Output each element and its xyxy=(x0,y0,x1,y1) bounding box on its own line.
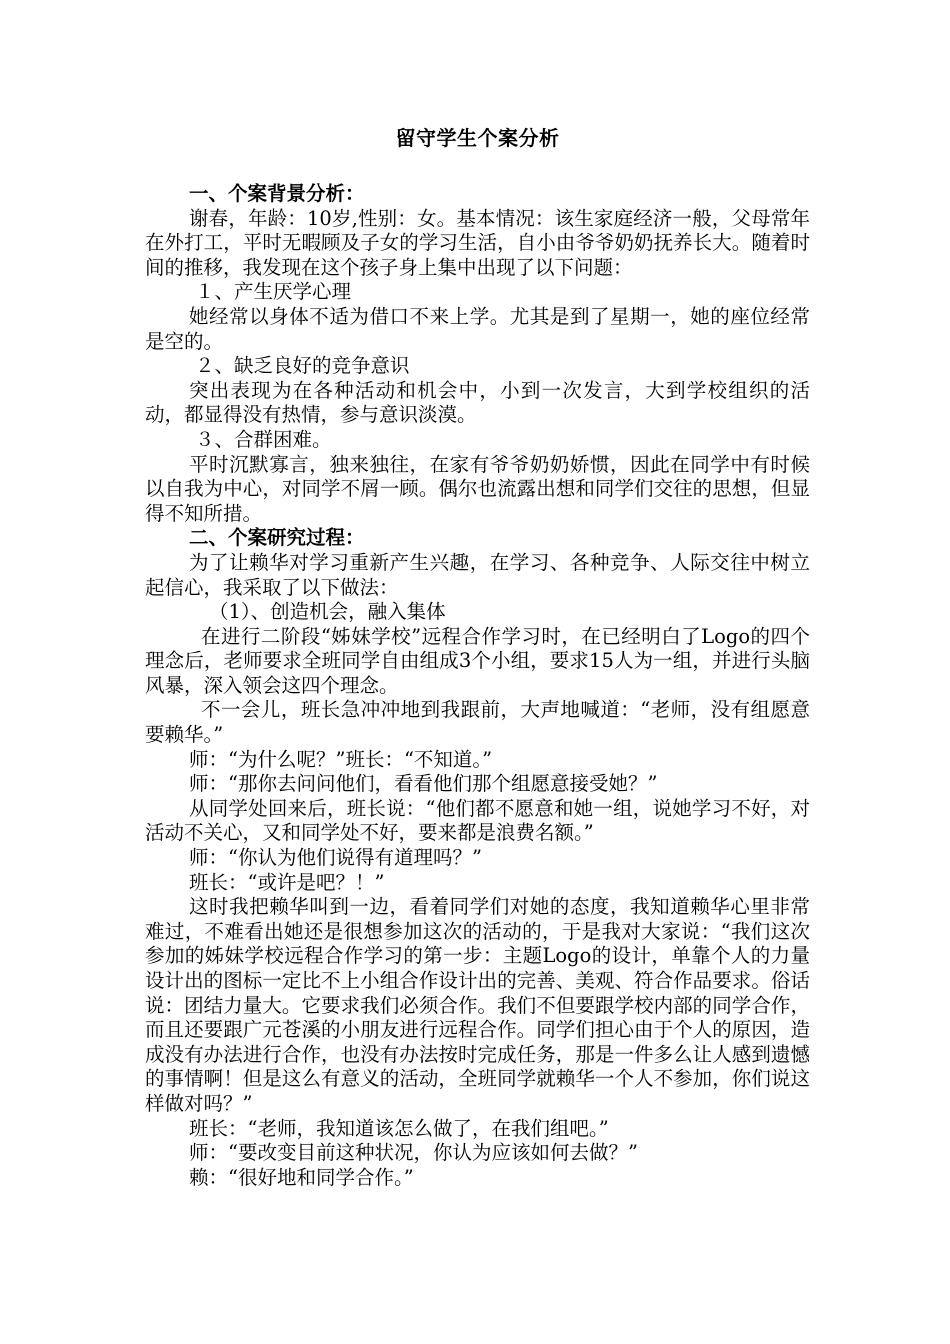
paragraph: 师：“那你去问问他们，看看他们那个组愿意接受她？” xyxy=(189,772,658,796)
paragraph: 从同学处回来后，班长说：“他们都不愿意和她一组，说她学习不好，对活动不关心，又和同学处不好，要来都是浪费名额。” xyxy=(145,796,810,845)
paragraph: 谢春，年龄：10岁,性别：女。基本情况：该生家庭经济一般，父母常年在外打工，平时无暇顾及子女的学习生活，自小由爷爷奶奶抚养长大。随着时间的推移，我发现在这个孩子身上集中出现了以下问题： xyxy=(145,206,810,279)
paragraph: 突出表现为在各种活动和机会中，小到一次发言，大到学校组织的活动，都显得没有热情，参与意识淡漠。 xyxy=(145,378,810,427)
document-title: 留守学生个案分析 xyxy=(395,126,560,150)
paragraph: １、产生厌学心理 xyxy=(195,280,352,304)
paragraph: ２、缺乏良好的竞争意识 xyxy=(195,354,410,378)
paragraph: 赖：“很好地和同学合作。” xyxy=(189,1165,414,1189)
paragraph: 为了让赖华对学习重新产生兴趣，在学习、各种竞争、人际交往中树立起信心，我采取了以下做法： xyxy=(145,550,810,599)
paragraph: 班长：“或许是吧？！” xyxy=(189,870,385,894)
paragraph: 不一会儿，班长急冲冲地到我跟前，大声地喊道：“老师，没有组愿意要赖华。” xyxy=(145,698,810,747)
paragraph: 师：“要改变目前这种状况，你认为应该如何去做？” xyxy=(189,1141,638,1165)
paragraph: 师：“你认为他们说得有道理吗？” xyxy=(189,846,482,870)
paragraph: 平时沉默寡言，独来独往，在家有爷爷奶奶娇惯，因此在同学中有时候以自我为中心，对同学不屑一顾。偶尔也流露出想和同学们交往的思想，但显得不知所措。 xyxy=(145,452,810,525)
paragraph: 这时我把赖华叫到一边，看着同学们对她的态度，我知道赖华心里非常难过，不难看出她还是很想参加这次的活动的，于是我对大家说：“我们这次参加的姊妹学校远程合作学习的第一步：主题Logo的设计，单靠个人的力量设计出的图标一定比不上小组合作设计出的完善、美观、符合作品要求。俗话说：团结力量大。它要求我们必须合作。我们不但要跟学校内部的同学合作，而且还要跟广元苍溪的小朋友进行远程合作。同学们担心由于个人的原因，造成没有办法进行合作，也没有办法按时完成任务，那是一件多么让人感到遗憾的事情啊！但是这么有意义的活动，全班同学就赖华一个人不参加，你们说这样做对吗？” xyxy=(145,895,810,1115)
paragraph: 她经常以身体不适为借口不来上学。尤其是到了星期一，她的座位经常是空的。 xyxy=(145,304,810,353)
paragraph: 班长：“老师，我知道该怎么做了，在我们组吧。” xyxy=(189,1116,609,1140)
paragraph: 在进行二阶段“姊妹学校”远程合作学习时，在已经明白了Logo的四个理念后，老师要求全班同学自由组成3个小组，要求15人为一组，并进行头脑风暴，深入领会这四个理念。 xyxy=(145,624,810,697)
paragraph: ３、合群困难。 xyxy=(195,427,332,451)
paragraph: 师：“为什么呢？”班长：“不知道。” xyxy=(189,747,493,771)
document-body xyxy=(145,182,810,1190)
document-page xyxy=(145,120,810,1190)
section-heading: 二、个案研究过程： xyxy=(189,526,365,550)
section-heading: 一、个案背景分析： xyxy=(189,182,365,205)
paragraph: （1）、创造机会，融入集体 xyxy=(209,600,446,624)
